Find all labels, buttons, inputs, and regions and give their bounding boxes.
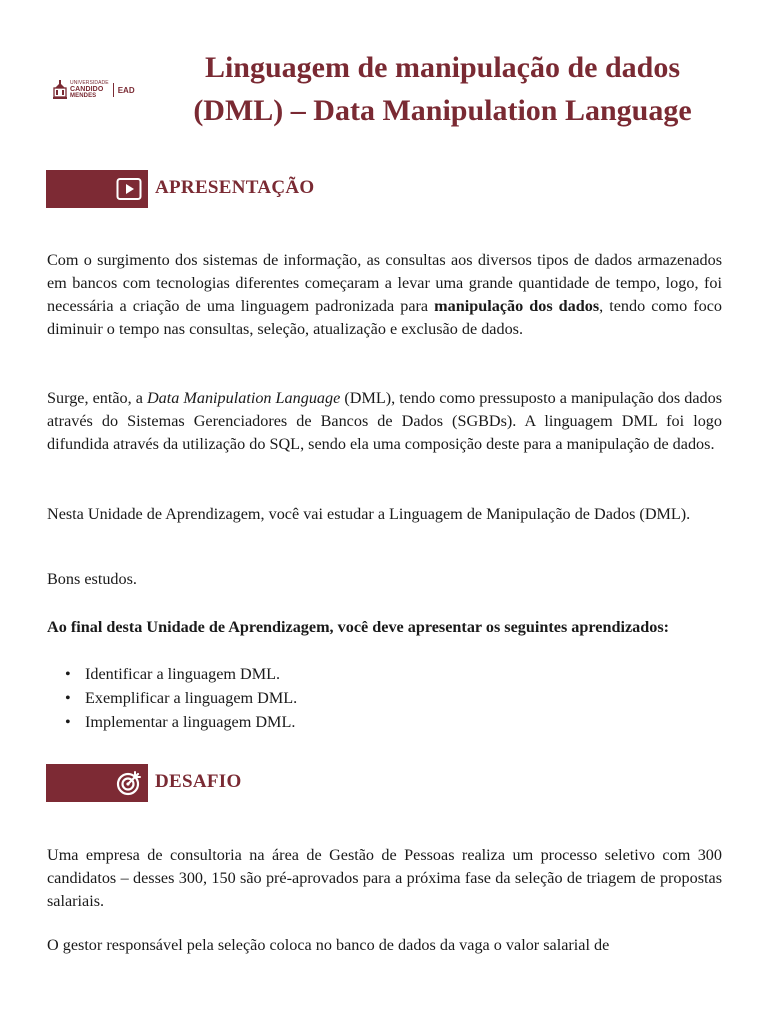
list-item: • Identificar a linguagem DML. xyxy=(47,662,297,686)
section-banner-desafio xyxy=(46,764,148,802)
logo-line-2: CANDIDO xyxy=(70,86,104,93)
emphasis-text: manipulação dos dados xyxy=(434,297,600,315)
title-line-2: (DML) – Data Manipulation Language xyxy=(193,94,692,127)
logo-line-3: MENDES xyxy=(70,93,97,99)
crest-icon xyxy=(53,80,67,100)
play-icon xyxy=(115,175,143,203)
university-logo xyxy=(53,78,137,102)
intro-paragraph-4: Bons estudos. xyxy=(47,570,137,588)
intro-paragraph-2: Surge, então, a Data Manipulation Language (DML), tendo como pressuposto a manipulação dos dados através do Sistemas Gerenciadores de Bancos de Dados (SGBDs). A linguagem DML foi logo difundida através da utilização do SQL, sendo ela uma composição deste para a manipulação de dados. xyxy=(47,389,722,453)
list-item: • Implementar a linguagem DML. xyxy=(47,710,297,734)
logo-wordmark xyxy=(70,81,109,99)
section-heading-apresentacao: APRESENTAÇÃO xyxy=(155,177,315,198)
title-line-1: Linguagem de manipulação de dados xyxy=(204,51,681,84)
page-header xyxy=(0,0,768,150)
intro-paragraph-1: Com o surgimento dos sistemas de informação, as consultas aos diversos tipos de dados armazenados em bancos com tecnologias diferentes começaram a levar uma grande quantidade de tempo, logo, foi necessária a criação de uma linguagem padronizada para manipulação dos dados, tendo como foco diminuir o tempo nas consultas, seleção, atualização e exclusão de dados. xyxy=(47,251,723,338)
section-heading-desafio: DESAFIO xyxy=(155,771,242,792)
logo-ead: EAD xyxy=(117,85,135,95)
target-icon xyxy=(115,769,143,797)
challenge-paragraph-1: Uma empresa de consultoria na área de Gestão de Pessoas realiza um processo seletivo com 300 candidatos – desses 300, 150 são pré-aprovados para a próxima fase da seleção de triagem de propostas salariais. xyxy=(47,846,722,910)
page-title xyxy=(175,46,710,132)
objectives-list xyxy=(47,662,297,734)
challenge-paragraph-2: O gestor responsável pela seleção coloca no banco de dados da vaga o valor salarial de xyxy=(47,936,610,954)
italic-term: Data Manipulation Language xyxy=(146,389,341,407)
objectives-heading: Ao final desta Unidade de Aprendizagem, você deve apresentar os seguintes aprendizados: xyxy=(47,618,670,636)
section-banner-apresentacao xyxy=(46,170,148,208)
logo-line-1: UNIVERSIDADE xyxy=(70,80,109,86)
list-item: • Exemplificar a linguagem DML. xyxy=(47,686,297,710)
intro-paragraph-3: Nesta Unidade de Aprendizagem, você vai estudar a Linguagem de Manipulação de Dados (DML). xyxy=(47,505,691,523)
logo-divider xyxy=(113,83,114,97)
